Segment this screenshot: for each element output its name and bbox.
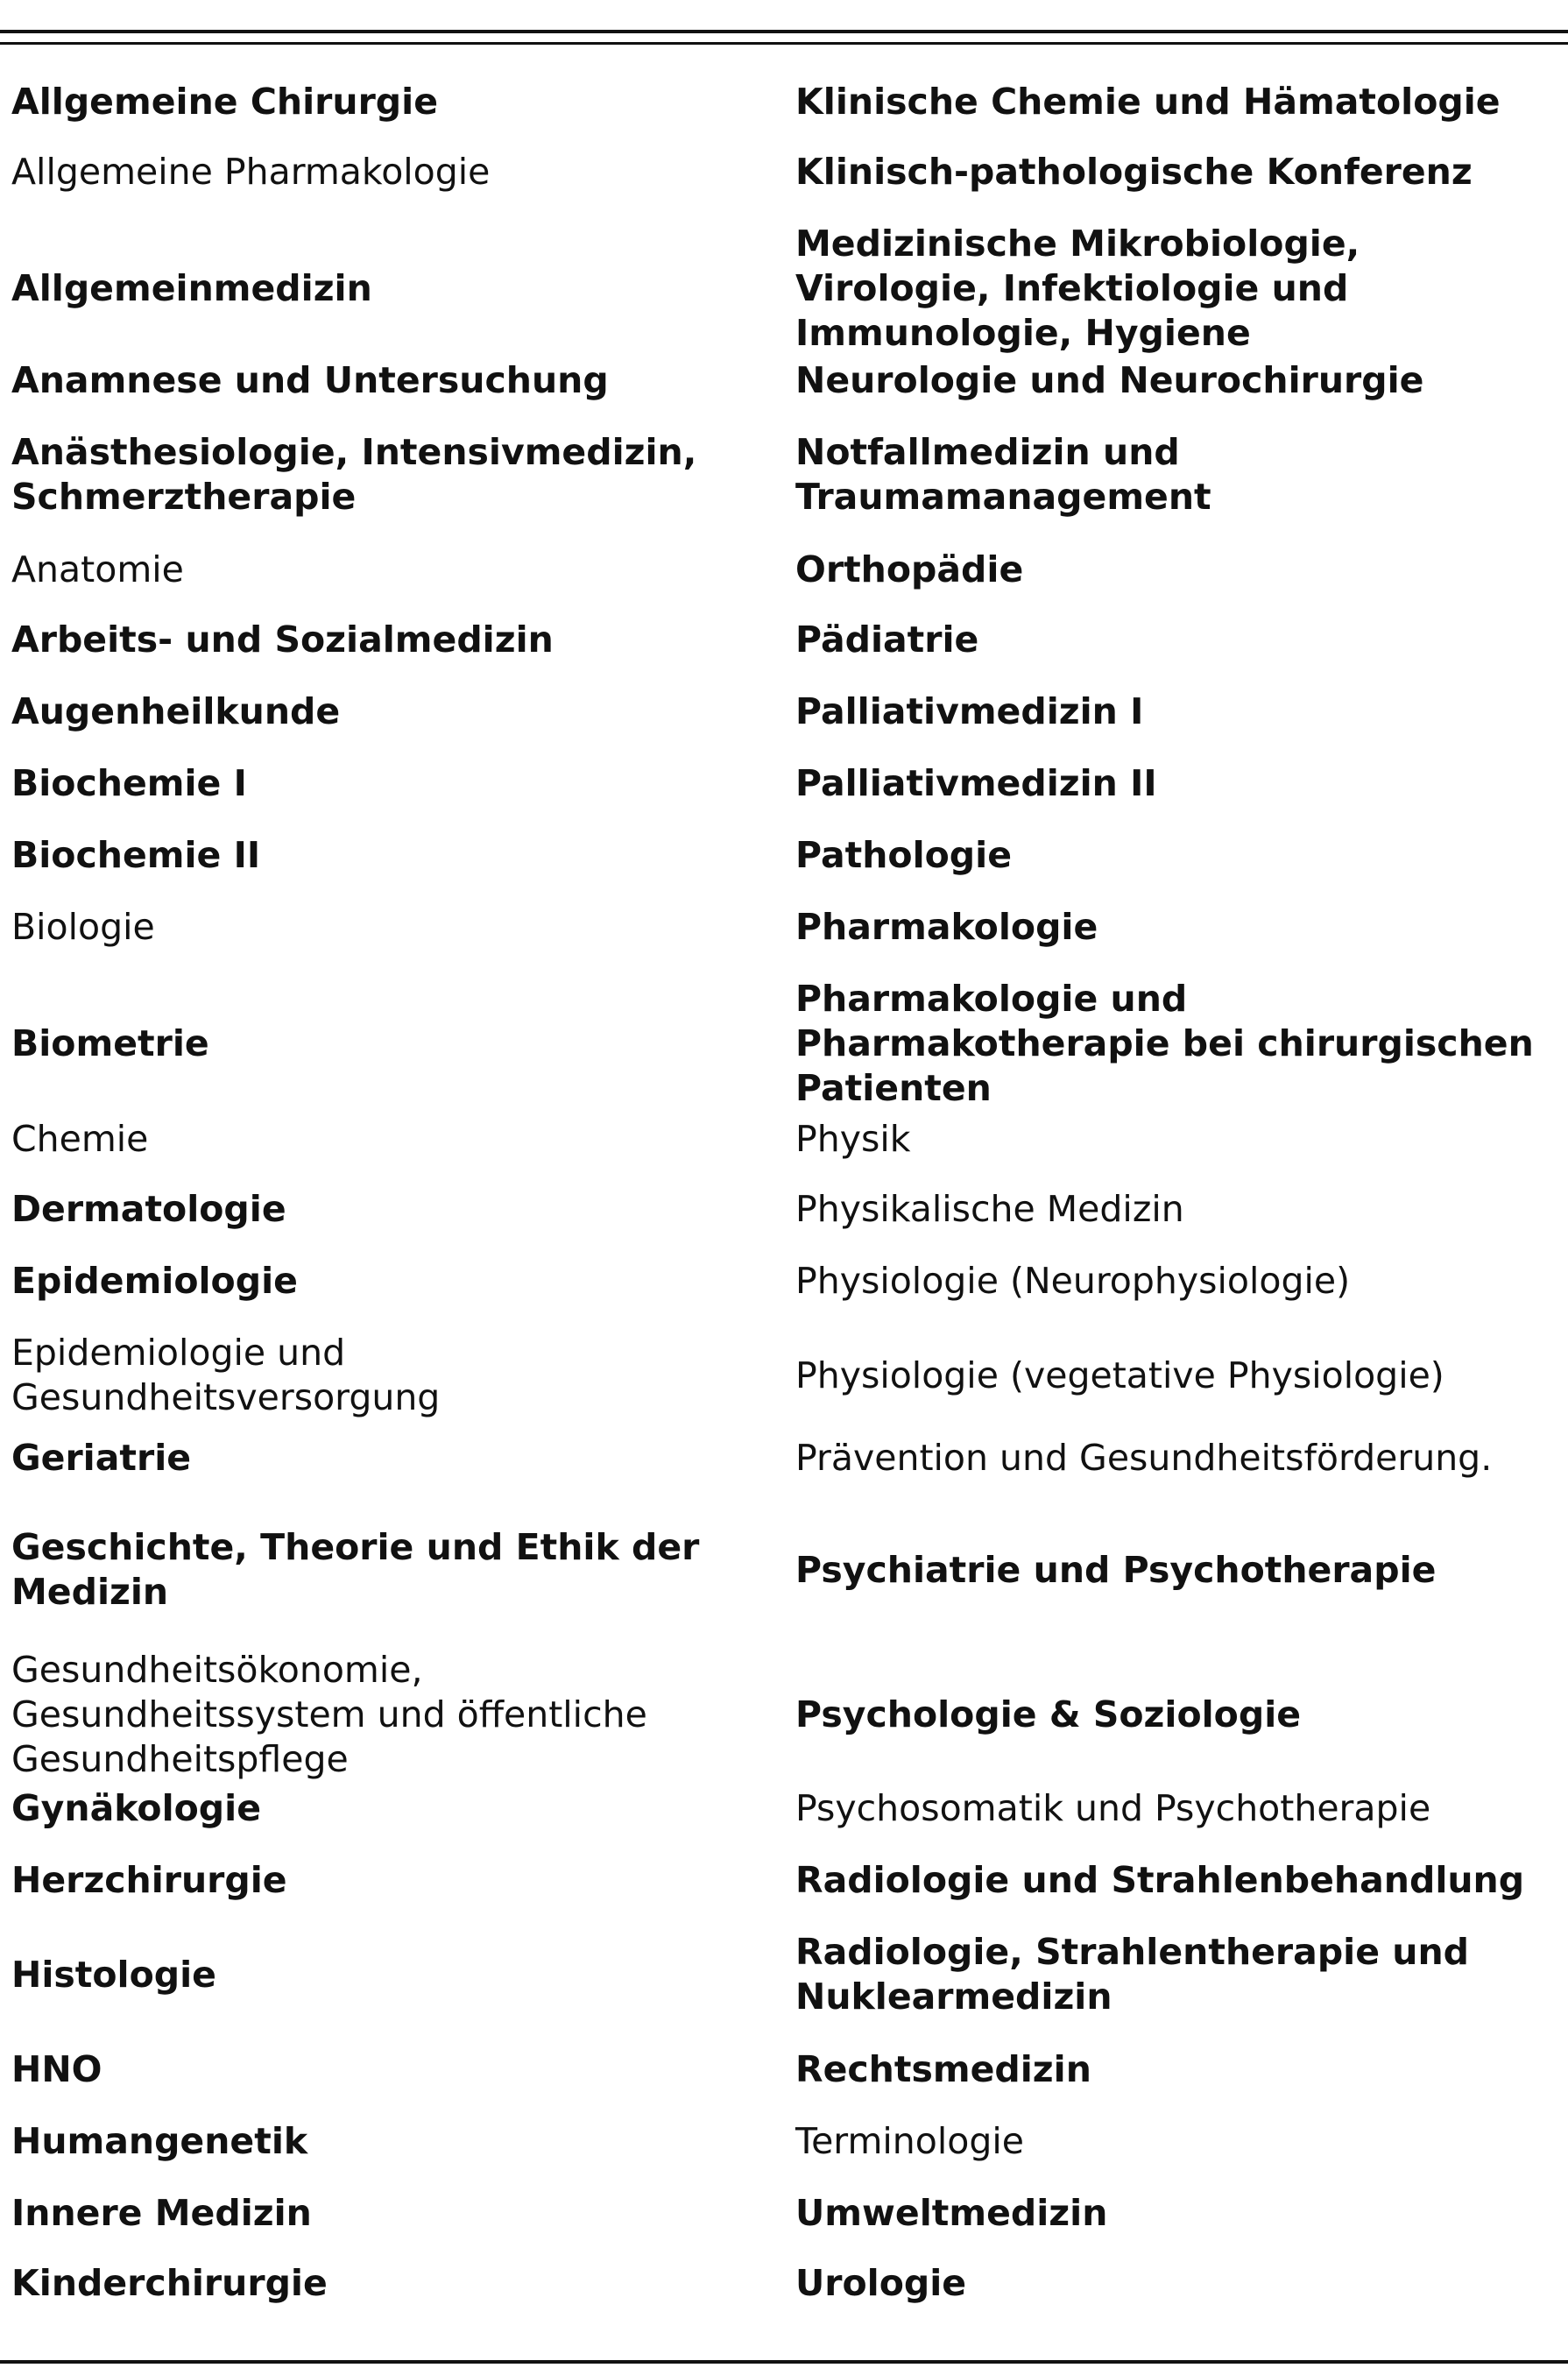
- left-subject-cell: [11, 1437, 773, 1479]
- left-subject-cell: [11, 762, 773, 804]
- right-subject-cell: [795, 81, 1566, 123]
- left-subject-cell: [11, 2262, 773, 2304]
- subject-name: Biochemie II: [11, 833, 261, 876]
- right-subject-cell: [795, 359, 1566, 401]
- right-subject-cell: [795, 1647, 1566, 1782]
- right-subject-cell: [795, 2192, 1566, 2234]
- left-subject-cell: [11, 1118, 773, 1160]
- subject-name: Rechtsmedizin: [795, 2047, 1091, 2090]
- subject-name: Epidemiologie und Gesundheitsversorgung: [11, 1332, 441, 1418]
- subject-name: Anamnese und Untersuchung: [11, 358, 609, 401]
- subject-name: Allgemeine Chirurgie: [11, 80, 439, 123]
- subject-name: Pharmakologie: [795, 905, 1098, 948]
- subject-name: Medizinische Mikrobiologie, Virologie, Infektiologie und Immunologie, Hygiene: [795, 222, 1360, 354]
- left-subject-cell: [11, 548, 773, 590]
- subject-name: Pharmakologie und Pharmakotherapie bei chirurgischen Patienten: [795, 977, 1534, 1109]
- subject-name: Psychiatrie und Psychotherapie: [795, 1548, 1437, 1591]
- subject-name: Allgemeinmedizin: [11, 266, 372, 309]
- right-subject-cell: [795, 2120, 1566, 2162]
- left-subject-cell: [11, 1330, 773, 1421]
- left-subject-cell: [11, 2048, 773, 2090]
- left-subject-cell: [11, 1859, 773, 1901]
- left-subject-cell: [11, 976, 773, 1111]
- bottom-rule: [0, 2360, 1568, 2364]
- right-subject-cell: [795, 1787, 1566, 1829]
- subject-name: Radiologie und Strahlenbehandlung: [795, 1858, 1525, 1901]
- left-subject-cell: [11, 1188, 773, 1230]
- subject-name: Geschichte, Theorie und Ethik der Medizin: [11, 1526, 700, 1613]
- left-subject-cell: [11, 618, 773, 661]
- subject-name: Psychologie & Soziologie: [795, 1693, 1302, 1735]
- subject-name: Augenheilkunde: [11, 689, 341, 732]
- right-subject-cell: [795, 690, 1566, 732]
- subject-name: Psychosomatik und Psychotherapie: [795, 1786, 1431, 1829]
- left-subject-cell: [11, 1524, 773, 1615]
- right-subject-cell: [795, 221, 1566, 356]
- subject-name: Pädiatrie: [795, 618, 979, 661]
- left-subject-cell: [11, 151, 773, 193]
- subject-name: Pathologie: [795, 833, 1013, 876]
- subject-name: Umweltmedizin: [795, 2191, 1108, 2234]
- left-subject-cell: [11, 1260, 773, 1302]
- subject-name: Klinische Chemie und Hämatologie: [795, 80, 1501, 123]
- subject-name: Palliativmedizin II: [795, 761, 1157, 804]
- left-subject-cell: [11, 359, 773, 401]
- left-subject-cell: [11, 1929, 773, 2020]
- right-subject-cell: [795, 548, 1566, 590]
- subject-name: Kinderchirurgie: [11, 2261, 328, 2304]
- left-subject-cell: [11, 906, 773, 948]
- subject-name: Innere Medizin: [11, 2191, 312, 2234]
- subject-name: Neurologie und Neurochirurgie: [795, 358, 1424, 401]
- right-subject-cell: [795, 1118, 1566, 1160]
- top-double-rule-lower: [0, 42, 1568, 45]
- right-subject-cell: [795, 429, 1566, 520]
- subject-name: Biochemie I: [11, 761, 247, 804]
- left-subject-cell: [11, 221, 773, 356]
- left-subject-cell: [11, 1647, 773, 1782]
- subject-name: Physik: [795, 1117, 911, 1160]
- right-subject-cell: [795, 976, 1566, 1111]
- subject-name: Orthopädie: [795, 548, 1024, 590]
- left-subject-cell: [11, 429, 773, 520]
- right-subject-cell: [795, 762, 1566, 804]
- subject-name: HNO: [11, 2047, 102, 2090]
- subject-name: Notfallmedizin und Traumamanagement: [795, 431, 1211, 518]
- right-subject-cell: [795, 1524, 1566, 1615]
- subject-name: Radiologie, Strahlentherapie und Nuklearmedizin: [795, 1931, 1470, 2018]
- subject-name: Chemie: [11, 1117, 149, 1160]
- right-subject-cell: [795, 906, 1566, 948]
- subject-name: Dermatologie: [11, 1187, 286, 1230]
- left-subject-cell: [11, 81, 773, 123]
- subject-name: Humangenetik: [11, 2119, 308, 2162]
- subject-name: Physikalische Medizin: [795, 1187, 1184, 1230]
- left-subject-cell: [11, 690, 773, 732]
- right-subject-cell: [795, 1859, 1566, 1901]
- subject-name: Histologie: [11, 1953, 216, 1996]
- right-subject-cell: [795, 151, 1566, 193]
- subject-name: Physiologie (vegetative Physiologie): [795, 1354, 1444, 1396]
- right-subject-cell: [795, 1330, 1566, 1421]
- left-subject-cell: [11, 2120, 773, 2162]
- left-subject-cell: [11, 2192, 773, 2234]
- subject-name: Biometrie: [11, 1021, 209, 1064]
- subject-name: Terminologie: [795, 2119, 1024, 2162]
- right-subject-cell: [795, 618, 1566, 661]
- right-subject-cell: [795, 1437, 1566, 1479]
- subject-name: Klinisch-pathologische Konferenz: [795, 150, 1473, 193]
- top-double-rule-upper: [0, 30, 1568, 33]
- right-subject-cell: [795, 1260, 1566, 1302]
- left-subject-cell: [11, 1787, 773, 1829]
- subject-name: Anästhesiologie, Intensivmedizin, Schmerztherapie: [11, 431, 697, 518]
- subject-name: Prävention und Gesundheitsförderung.: [795, 1436, 1493, 1479]
- right-subject-cell: [795, 2262, 1566, 2304]
- subject-name: Urologie: [795, 2261, 967, 2304]
- subject-name: Geriatrie: [11, 1436, 192, 1479]
- subject-name: Arbeits- und Sozialmedizin: [11, 618, 554, 661]
- right-subject-cell: [795, 834, 1566, 876]
- subject-name: Gesundheitsökonomie, Gesundheitssystem und öffentliche Gesundheitspflege: [11, 1648, 647, 1780]
- subject-name: Epidemiologie: [11, 1259, 298, 1302]
- right-subject-cell: [795, 2048, 1566, 2090]
- subject-name: Biologie: [11, 905, 155, 948]
- right-subject-cell: [795, 1929, 1566, 2020]
- subject-name: Herzchirurgie: [11, 1858, 287, 1901]
- subject-name: Physiologie (Neurophysiologie): [795, 1259, 1351, 1302]
- subject-name: Gynäkologie: [11, 1786, 261, 1829]
- right-subject-cell: [795, 1188, 1566, 1230]
- subject-name: Palliativmedizin I: [795, 689, 1144, 732]
- left-subject-cell: [11, 834, 773, 876]
- subject-name: Anatomie: [11, 548, 184, 590]
- subject-name: Allgemeine Pharmakologie: [11, 150, 491, 193]
